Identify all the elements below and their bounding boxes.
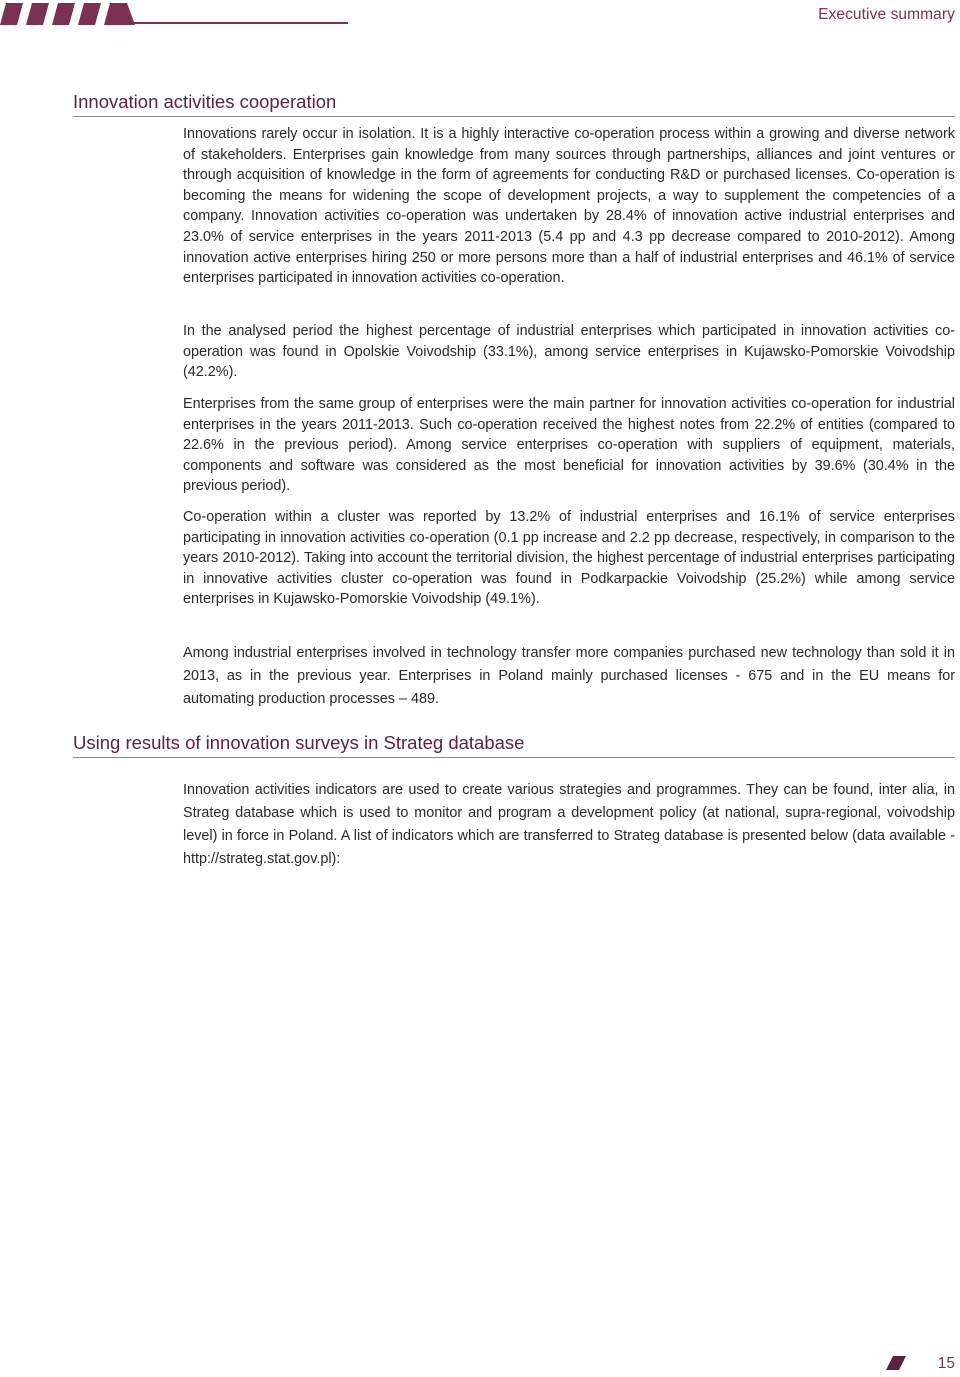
paragraph: Among industrial enterprises involved in technology transfer more companies purchased new technology than sold it in 2013, as in the previous year. Enterprises in Poland mainly purchased licenses - 675 and in the EU means for automating production processes – 489. — [183, 645, 955, 707]
section-label: Executive summary — [818, 6, 955, 23]
section-heading-strateg: Using results of innovation surveys in Strateg database — [73, 732, 955, 758]
section-heading-cooperation: Innovation activities cooperation — [73, 91, 955, 117]
paragraph: Enterprises from the same group of enterprises were the main partner for innovation activities co-operation for industrial enterprises in the years 2011-2013. Such co-operation received the highest notes from 22.2% of entities (compared to 22.6% in the previous period). Among service enterprises co-operation with suppliers of equipment, materials, components and software was considered as the most beneficial for innovation activities by 39.6% (30.4% in the previous period). — [183, 396, 955, 495]
paragraph: Co-operation within a cluster was reported by 13.2% of industrial enterprises and 16.1% of service enterprises participating in innovation activities co-operation (0.1 pp increase and 2.2 pp decrease, respectively, in comparison to the years 2010-2012). Taking into account the territorial division, the highest percentage of industrial enterprises participating in innovative activities cluster co-operation was found in Podkarpackie Voivodship (25.2%) while among service enterprises in Kujawsko-Pomorskie Voivodship (49.1%). — [183, 509, 955, 608]
paragraph: In the analysed period the highest percentage of industrial enterprises which participated in innovation activities co-operation was found in Opolskie Voivodship (33.1%), among service enterprises in Kujawsko-Pomorskie Voivodship (42.2%). — [183, 323, 955, 381]
stripes-icon — [0, 3, 136, 25]
header-rule — [128, 22, 348, 24]
paragraph: Innovations rarely occur in isolation. It is a highly interactive co-operation process within a growing and diverse network of stakeholders. Enterprises gain knowledge from many sources through partnerships, alliances and joint ventures or through acquisition of knowledge in the form of agreements for conducting R&D or purchased licenses. Co-operation is becoming the means for widening the scope of development projects, a way to supplement the competencies of a company. Innovation activities co-operation was undertaken by 28.4% of innovation active industrial enterprises and 23.0% of service enterprises in the years 2011-2013 (5.4 pp and 4.3 pp decrease compared to 2010-2012). Among innovation active enterprises hiring 250 or more persons more than a half of industrial enterprises and 46.1% of service enterprises participated in innovation activities co-operation. — [183, 126, 955, 287]
paragraph: Innovation activities indicators are used to create various strategies and programmes. They can be found, inter alia, in Strateg database which is used to monitor and program a development policy (at national, supra-regional, voivodship level) in force in Poland. A list of indicators which are transferred to Strateg database is presented below (data available - http://strateg.stat.gov.pl): — [183, 782, 955, 867]
slash-mark-icon — [886, 1356, 906, 1370]
page-number: 15 — [937, 1355, 955, 1372]
